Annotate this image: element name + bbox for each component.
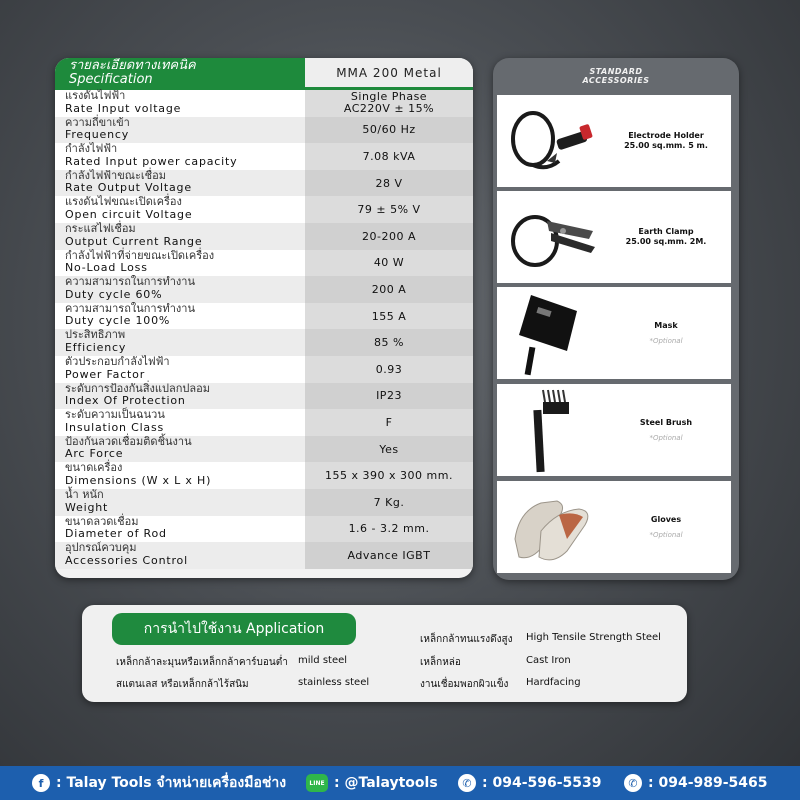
application-item-english: High Tensile Strength Steel (526, 632, 661, 643)
row-label-english: Rated Input power capacity (65, 154, 238, 168)
row-value: 40 W (305, 250, 473, 277)
specification-table (55, 58, 473, 578)
accessory-electrode-holder (497, 95, 731, 187)
row-label-english: Weight (65, 500, 109, 514)
phone-contact-2[interactable] (624, 766, 768, 800)
row-label-thai: น้ำ หนัก (65, 487, 104, 501)
row-value: 7.08 kVA (305, 143, 473, 170)
accessory-steel-brush (497, 384, 731, 476)
row-value: Single Phase (350, 89, 428, 103)
spec-row (55, 170, 473, 197)
row-label-english: Dimensions (W x L x H) (65, 473, 212, 487)
row-value: 155 x 390 x 300 mm. (305, 462, 473, 489)
accessory-earth-clamp (497, 191, 731, 283)
accessory-optional-note: *Optional (649, 530, 683, 539)
row-value: 200 A (305, 276, 473, 303)
row-label-thai: ระดับการป้องกันสิ่งแปลกปลอม (65, 381, 210, 395)
line-contact[interactable] (306, 766, 438, 800)
row-value-secondary: AC220V ± 15% (343, 102, 435, 116)
row-label-thai: กระแสไฟเชื่อม (65, 221, 136, 235)
facebook-contact[interactable] (32, 766, 286, 800)
spec-row (55, 329, 473, 356)
row-label-english: Rate Input voltage (65, 101, 182, 115)
row-value: 50/60 Hz (305, 117, 473, 144)
row-label-thai: กำลังไฟฟ้า (65, 142, 118, 156)
row-value: 20-200 A (305, 223, 473, 250)
accessory-name: Steel Brush (639, 417, 693, 427)
spec-row (55, 489, 473, 516)
row-label-english: Accessories Control (65, 553, 188, 567)
welding-mask-icon (497, 287, 601, 379)
row-label-thai: ตัวประกอบกำลังไฟฟ้า (65, 354, 170, 368)
accessories-title (493, 58, 739, 94)
spec-row (55, 542, 473, 569)
spec-row (55, 196, 473, 223)
gloves-icon (497, 481, 601, 573)
line-icon-label: LINE (309, 779, 325, 787)
row-label-english: Output Current Range (65, 234, 203, 248)
phone-icon: ✆ (458, 774, 476, 792)
spec-row (55, 303, 473, 330)
accessories-title-line2: ACCESSORIES (582, 76, 650, 85)
row-label-english: Duty cycle 60% (65, 287, 163, 301)
row-label-thai: แรงดันไฟขณะเปิดเครื่อง (65, 195, 182, 209)
row-label-english: Open circuit Voltage (65, 207, 193, 221)
spec-row (55, 117, 473, 144)
row-label-english: Rate Output Voltage (65, 181, 192, 195)
row-label-thai: ขนาดลวดเชื่อม (65, 514, 139, 528)
row-label-english: Index Of Protection (65, 394, 186, 408)
row-value: 28 V (305, 170, 473, 197)
row-label-thai: ความสามารถในการทำงาน (65, 301, 195, 315)
spec-row (55, 250, 473, 277)
accessory-detail: 25.00 sq.mm. 5 m. (624, 141, 708, 150)
spec-title-english: Specification (69, 72, 153, 87)
accessory-gloves (497, 481, 731, 573)
row-label-english: Insulation Class (65, 420, 165, 434)
spec-row (55, 383, 473, 410)
row-label-english: Frequency (65, 128, 130, 142)
accessory-optional-note: *Optional (649, 336, 683, 345)
application-item-english: mild steel (298, 655, 348, 666)
phone-number-2: : 094-989-5465 (648, 775, 768, 791)
row-value: 85 % (305, 329, 473, 356)
spec-row (55, 143, 473, 170)
row-label-thai: ความสามารถในการทำงาน (65, 275, 195, 289)
line-icon (306, 774, 328, 792)
spec-row (55, 356, 473, 383)
application-item-thai: งานเชื่อมพอกผิวแข็ง (420, 679, 509, 690)
spec-row (55, 276, 473, 303)
electrode-holder-icon (497, 95, 601, 187)
spec-row (55, 462, 473, 489)
row-label-english: Power Factor (65, 367, 146, 381)
accessory-detail: 25.00 sq.mm. 2M. (625, 237, 707, 246)
row-label-english: Efficiency (65, 340, 127, 354)
spec-rows (55, 90, 473, 569)
facebook-icon: f (32, 774, 50, 792)
application-item-english: stainless steel (298, 677, 370, 688)
standard-accessories-panel (493, 58, 739, 580)
spec-row (55, 516, 473, 543)
accessory-optional-note: *Optional (649, 433, 683, 442)
phone-number-1: : 094-596-5539 (482, 775, 602, 791)
application-item-english: Hardfacing (526, 677, 581, 688)
row-label-thai: อุปกรณ์ควบคุม (65, 541, 137, 555)
row-label-english: Arc Force (65, 447, 124, 461)
row-label-english: Duty cycle 100% (65, 314, 171, 328)
spec-row (55, 223, 473, 250)
phone-contact-1[interactable] (458, 766, 602, 800)
application-item-english: Cast Iron (526, 655, 571, 666)
spec-header-title (55, 58, 305, 90)
row-label-thai: กำลังไฟฟ้าขณะเชื่อม (65, 168, 166, 182)
spec-row (55, 409, 473, 436)
line-id: : @Talaytools (334, 775, 438, 791)
row-value: Advance IGBT (305, 542, 473, 569)
application-item-thai: เหล็กกล้าทนแรงดึงสูง (420, 634, 513, 645)
row-label-thai: ระดับความเป็นฉนวน (65, 408, 165, 422)
row-value: 1.6 - 3.2 mm. (305, 516, 473, 543)
accessories-title-line1: STANDARD (589, 67, 643, 76)
application-item-thai: สแตนเลส หรือเหล็กกล้าไร้สนิม (116, 679, 249, 690)
row-label-english: Diameter of Rod (65, 527, 167, 541)
row-label-thai: แรงดันไฟฟ้า (65, 89, 126, 102)
row-label-english: No-Load Loss (65, 261, 148, 275)
phone-icon: ✆ (624, 774, 642, 792)
model-name: MMA 200 Metal (305, 58, 473, 90)
row-label-thai: ป้องกันลวดเชื่อมติดชิ้นงาน (65, 434, 192, 448)
accessory-name: Mask (654, 320, 678, 330)
application-item-thai: เหล็กหล่อ (420, 657, 461, 668)
row-value: 0.93 (305, 356, 473, 383)
spec-row (55, 436, 473, 463)
row-value: Yes (305, 436, 473, 463)
row-label-thai: ขนาดเครื่อง (65, 461, 123, 475)
row-value: 7 Kg. (305, 489, 473, 516)
contact-footer (0, 766, 800, 800)
spec-header (55, 58, 473, 90)
row-value: F (305, 409, 473, 436)
facebook-page-name: : Talay Tools จำหน่ายเครื่องมือช่าง (56, 775, 287, 791)
accessory-name: Earth Clamp (638, 227, 694, 236)
row-value: 79 ± 5% V (305, 196, 473, 223)
application-title: การนำไปใช้งาน Application (112, 613, 356, 645)
row-value: IP23 (305, 383, 473, 410)
steel-brush-icon (497, 384, 601, 476)
row-label-thai: ความถี่ขาเข้า (65, 115, 130, 129)
accessory-name: Gloves (650, 514, 682, 524)
spec-row (55, 90, 473, 117)
earth-clamp-icon (497, 191, 601, 283)
row-label-thai: ประสิทธิภาพ (65, 328, 126, 342)
application-item-thai: เหล็กกล้าละมุนหรือเหล็กกล้าคาร์บอนต่ำ (116, 657, 288, 668)
row-label-thai: กำลังไฟฟ้าที่จ่ายขณะเปิดเครื่อง (65, 248, 215, 262)
accessory-name: Electrode Holder (628, 131, 704, 140)
accessory-mask (497, 287, 731, 379)
spec-title-thai: รายละเอียดทางเทคนิค (69, 58, 196, 73)
application-panel (82, 605, 687, 702)
row-value: 155 A (305, 303, 473, 330)
